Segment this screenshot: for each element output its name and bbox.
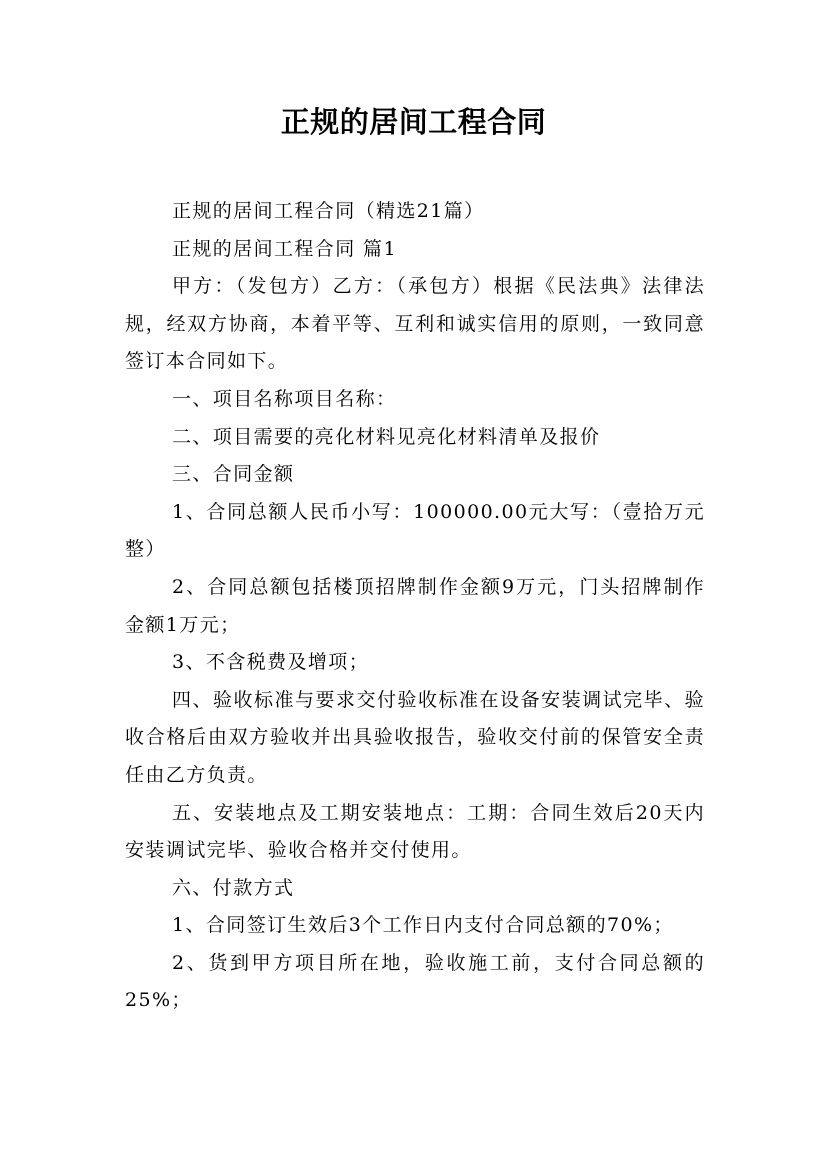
paragraph: 1、合同总额人民币小写：100000.00元大写：（壹拾万元整）: [125, 500, 705, 561]
paragraph: 1、合同签订生效后3个工作日内支付合同总额的70%；: [172, 914, 674, 937]
paragraph: 正规的居间工程合同（精选21篇）: [172, 200, 485, 222]
paragraph: 甲方：（发包方）乙方：（承包方）根据《民法典》法律法规，经双方协商，本着平等、互利和诚实信用的原则，一致同意签订本合同如下。: [125, 275, 705, 373]
paragraph: 2、合同总额包括楼顶招牌制作金额9万元，门头招牌制作金额1万元；: [125, 575, 705, 636]
paragraph: 六、付款方式: [172, 876, 295, 899]
paragraph: 2、货到甲方项目所在地，验收施工前，支付合同总额的25%；: [125, 951, 705, 1012]
paragraph: 二、项目需要的亮化材料见亮化材料清单及报价: [172, 425, 601, 448]
paragraph: 五、安装地点及工期安装地点：工期：合同生效后20天内安装调试完毕、验收合格并交付使用。: [125, 801, 705, 862]
paragraph: 四、验收标准与要求交付验收标准在设备安装调试完毕、验收合格后由双方验收并出具验收报告，验收交付前的保管安全责任由乙方负责。: [125, 688, 705, 786]
paragraph: 三、合同金额: [172, 463, 295, 486]
document-body: [125, 193, 705, 1020]
document-title: 正规的居间工程合同: [280, 105, 547, 139]
paragraph: 3、不含税费及增项；: [172, 651, 370, 674]
paragraph: 一、项目名称项目名称：: [172, 387, 397, 410]
paragraph: 正规的居间工程合同 篇1: [172, 237, 397, 260]
